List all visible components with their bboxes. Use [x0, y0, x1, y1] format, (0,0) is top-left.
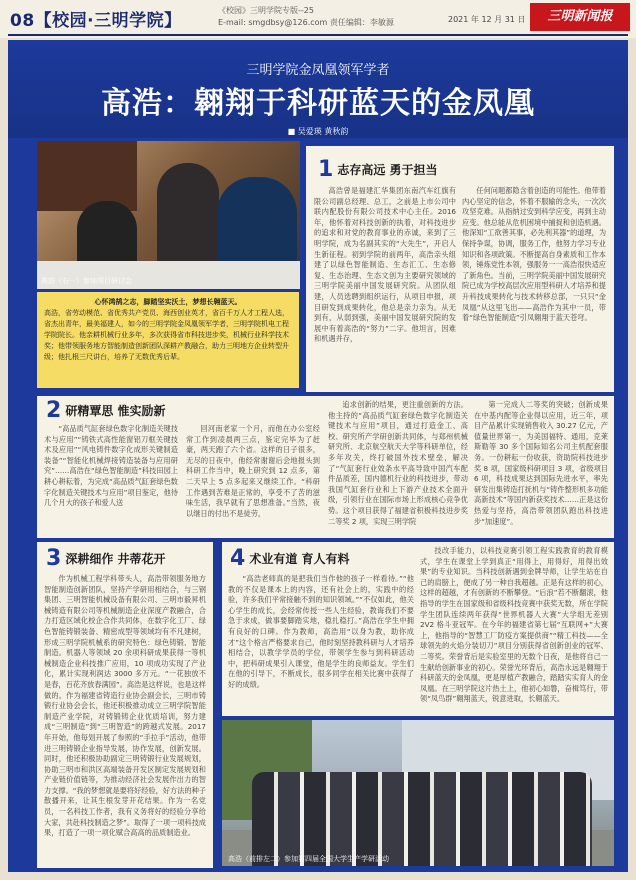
masthead-logo: 三明新闻报	[530, 3, 630, 31]
section-2-heading	[46, 398, 166, 423]
section-4-column-2: 技改手能力，以科技竞赛引领工程实践教育的教育模式，学生在课堂上学到真正“用得上，用得好，用得出效果”的专业知识。当科技创新遇到金牌导师，让学生站在自己的肩膀上，便成了另一种自我超越。正是有这样的初心，这样的超越，才有创新的不断攀登。“后浪”若不断翻滚，他指导的学生在国家级和省级科技竞赛中获奖无数，所在学院学生团队连续两年获得“世界机器人大赛”大学组无差别 2V2 格斗亚冠军。在今年的福建省第七届“互联网+”大赛上，他指导的“智慧工厂防疫方案提供商”“精工科技——全球领先的火焰分装切刀”项目分别获得省创新创业的冠军、二等奖。荣誉背后是实验室里的无数个日夜，是他将自己一生献给创新事业的初心。荣誉光环背后，高浩永远是翱翔于科研蓝天的金凤凰，更是厚植产教融合，踏踏实实育人的金凤凰。在三明学院这片热土上，他初心如磐，奋楫笃行，带领“凤鸟群”翱翔蓝天，锐意进取，长翱蓝天。	[420, 546, 608, 704]
section-1-column-2: 任何问题都隐含着创造的可能性。他带着内心坚定的信念，怀着不服输的念头，一次次攻坚克难。从指纳过安到科学应变，再到主动应变。他总能从危机困境中捕捉和创造机遇。他深知“工欲善其事，必先利其器”的道理，为保持争谋，协调，服务工作，他努力学习专业知识和各项政策。不断提高自身素质和工作本领，锤炼党性本领，强服务一一高浩很快适应了新角色。当前，三明学院美丽中国发展研究院已成为学校高层次应用型科研人才培养和提升科技成果转化与技术转移总部，一只只“金凤凰”从这里飞出——高浩作为其中一员，带着“绿色智能制造”引凤翱翔于蓝天苍穹。	[462, 186, 606, 323]
header-info	[218, 5, 394, 29]
section-number: 4	[230, 546, 246, 571]
section-2-column-2: 回河南老家一个月，而他在办公室经常工作到凌晨两三点，鉴定完毕为了赶豪，两天跑了六个省。这样的日子很多，无尽的日夜中，他经常谢谢后会地报头到科研工作当中，晚上研究到 12 点多，第二天早上 5 点多起来又继续工作。“科研工作遇到苦难是正常的，享受不了苦的滋味生活，我早就有了思想准备。”当然，夜以继日的付出不是徒劳，	[186, 424, 320, 518]
article-authors: ■ 吴爱瑛 黄秋韵	[287, 127, 349, 136]
article-abstract	[37, 292, 299, 388]
photo-group	[222, 720, 614, 866]
issue-date: 2021 年 12 月 31 日	[448, 15, 526, 24]
section-2-column-4: 第一完成人二等奖的突破；创新成果在中基内配等企业得以应用，近三年，项目产品累计实现销售收入 30.27 亿元，产值量世界第一，为美国福特、通用，克莱斯勒等 30 多个国际知名公司主机配套服务。一份耕耘一份收获，资助院科技进步奖 8 项，国家级科研项目 3 项，省级项目 6 项，科技成果达到国际先进水平，率先研发出集铸造打抚机与“铸件整形机多功能高新技术”等国内新获奖技术……正是这份热爱与坚持，高浩带领团队跑出科技进步“加速度”。	[474, 400, 608, 526]
section-number: 1	[318, 157, 334, 182]
email-line: E-mail: smgdbsy@126.com 责任编辑：李敏源	[218, 18, 394, 27]
section-4-heading	[230, 546, 350, 571]
photo-research-meeting	[37, 141, 300, 289]
article-subtitle: 三明学院金凤凰领军学者	[246, 63, 390, 78]
section-number: 3	[46, 546, 62, 571]
section-number: 2	[46, 398, 62, 423]
section-title: 志存高远 勇于担当	[337, 163, 438, 177]
header-rule	[8, 34, 628, 36]
section-4-column-1: “高浩老师真的是把我们当作他的孩子一样看待。”“他教的不仅是课本上的内容，还有社会上的，实践中的经验，许多我们平常接触不到的知识领域。”“不仅如此，他关心学生的成长，会经常传授一些人生经验，教诲我们不要急于求成，做事要脚踏实地，稳扎稳打。”高浩在学生中拥有良好的口碑。作为教师，高浩用“以身为教，助你成才”这个格言严格要求自己，他时刻坚持教科研与人才培养相结合，以教学学员的学位，带领学生参与到科研活动中，把科研成果引入课堂，他是学生的良师益友。学生们在他的引导下，不断成长，很多同学在相关比赛中获得了好的成绩。	[228, 574, 414, 689]
abstract-heading: 心怀鸿鹄之志，脚踏坚实沃土，梦想长翱蓝天。	[94, 298, 242, 306]
article-title: 高浩：翱翔于科研蓝天的金凤凰	[101, 86, 535, 121]
photo-caption: 高浩（右一）参加项目研讨会	[41, 277, 132, 285]
section-2-column-3: 追求创新的结果，更注重创新的方法。他主持的“高品质气缸套绿色数字化制造关键技术与应用”项目，通过打造金工、高校、研究所产学研创新共同体，与郑州机械研究所、北京航空航天大学等科研单位，经多年攻关，终打破国外技术壁垒，解决了“气缸套行业效条水平高导致中国汽车配件品质差，国内德机行业的科技进步，带动我国气缸套行业和上下游产业技术全面升级，引领行业在国际市场上形成核心竞争优势。这个项目获得了福建省积极科技进步奖二等奖 2 项，实现三明学院	[328, 400, 468, 526]
photo-caption-bottom: 高浩（前排左二）参加第四届全国大学生产学研活动	[228, 855, 389, 863]
section-1-column-1: 高浩曾是福建汇华集团东南汽车红旗有限公司副总经理、总工，之前是上市公司中联内配股份有限公司技术中心主任。2016 年，他怀着对科技创新的执着，对科技进步的追求和对党的教育事业的赤诚，来到了三明学院，成为名副其实的“大先生”，开启人生新征程。初到学院的前两年，高浩亲头组建了以绿色智能制造、生态汇工、生态修复、生态治理、生态文创为主要研究领域的三明学院美丽中国发展研究院。从团队组建，人员选聘到组织运行，从项目申报，项目研发到成果转化，他总是亲力亲为。从无到有，从弱到强，美丽中国发展研究院的发展中有着高浩的“努力”二字。他坦言，因难和机遇并存，	[314, 186, 456, 344]
abstract-body: 高浩，省劳动模范、省优秀共产党员、海西创业英才，省百千万人才工程人选，省杰出青年，最美福建人，如今的三明学院金凤凰领军学者，三明学院机电工程学院院长。他亲耕机械行业多年，多次获得省市科技进步奖，机械行业科学技术奖；他带领服务地方智能制造创新团队深耕产教融合，助力三明地方企业转型升级；他扎根三尺讲台，培养了无数优秀后辈。	[44, 309, 289, 361]
section-title: 研精覃思 惟实励新	[65, 404, 166, 418]
section-3-column-1: 作为机械工程学科带头人，高浩带领服务地方智能制造创新团队，坚持产学研用相结合，与三钢集团、三明智能机械设备有限公司、三明市毅昇机械铸造有限公司等机械制造企业深度产教融合，合力打造区域化校企合作共同体，在数字化工厂、绿色智能铸锻装备、精密成型等领域均有不凡建树，形成三明学院机械系的研究特色：绿色铸锻、智能制造。机器人等领域 20 余项科研成果获得一等机械制造企业科技推广应用，10 项成功实现了产业化，累计实现利润达 3000 多万元。“一花独放不是春，百花齐放春满园”。高浩是这样说，也是这样做的。作为福建省铸造行业协会副会长，三明市铸锻行业协会会长，他还积极推动成立三明学院智能制造产业学院，对铸锻铸企业优质培训，努力建成“三明制造”到“三明智造”的跨越式发展。2017 年开始，他毎划开展了参照的“手拉手”活动，他带进三明铸锻企业指导发展，协作发展，创新发展。同时，他还积极协助副定三明铸锻行业发展规划，协助三明市和洪区高端装备开发区制定发展规划和产业链价值链等，为推动经济社会发展作出力的智力支撑。“我的梦想就是要将好经验，好方法的种子散播开来，让其生根发芽开花结果。作为一名党员，一名科技工作者，我有义务将好的经验分享给大家，共赴科技制造之梦”。取得了一项一项科技成果，打造了一项一项化赋合高高的品质制造业。	[44, 574, 206, 838]
section-2-column-1: “高品质气缸套绿色数字化制造关键技术与应用”“铸铁式高性能窗铝刀框关键技术及应用”“风电铸件数字化成形关键制造装备”“智能化机械焊接铸造装备与应用研究”……高浩在“绿色智能制造”科技田园上耕心耕耘着，为完成“高品质气缸套绿色数字化制造关键技术与应用”项目鉴定，他待几个月大的孩子和爱人送	[44, 424, 178, 508]
section-title: 深耕细作 井蒂花开	[65, 552, 166, 566]
article-banner	[8, 40, 628, 138]
paper-line: 《校园》三明学院专版--25	[218, 6, 314, 15]
section-1-heading	[318, 157, 438, 182]
page-header	[0, 0, 636, 38]
section-title: 术业有道 育人有料	[249, 552, 350, 566]
section-3-heading	[46, 546, 166, 571]
page-number: 08【校园·三明学院】	[10, 11, 182, 31]
